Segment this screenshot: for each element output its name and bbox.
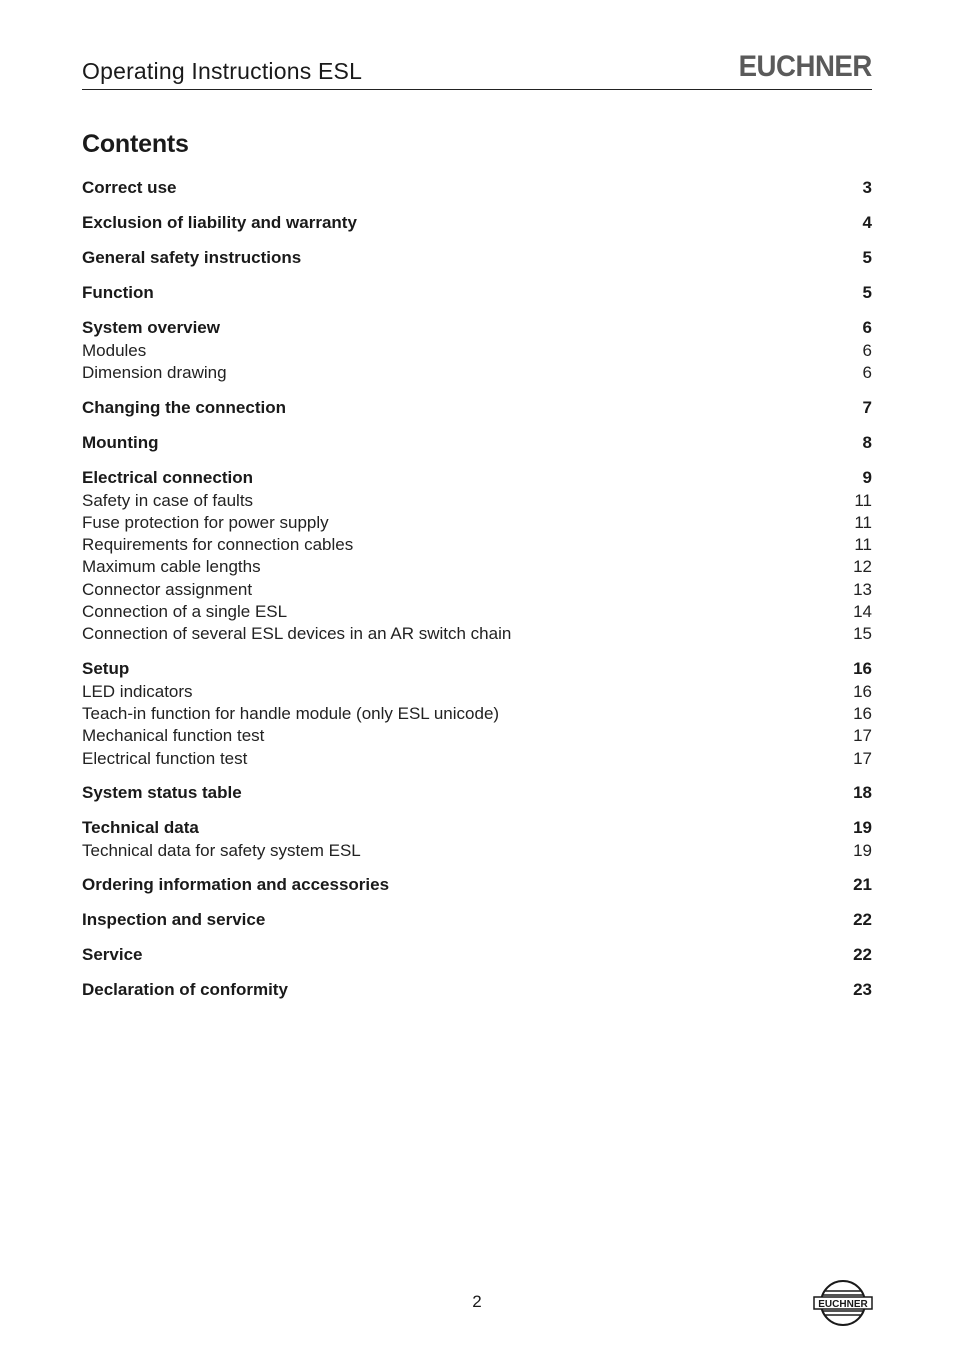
toc-entry-title: Technical data [82,817,199,837]
toc-entry[interactable] [82,176,872,200]
toc-entry-page: 6 [862,318,872,337]
toc-subentry[interactable] [82,623,872,645]
toc-entry-title: Electrical connection [82,467,253,487]
toc-entry-title: Ordering information and accessories [82,875,390,895]
toc-subentry-page: 16 [853,703,872,723]
toc-subentry[interactable] [82,725,872,747]
toc-entry-page: 7 [862,397,872,417]
toc-entry-page: 5 [862,283,872,302]
toc-subentry-page: 17 [853,748,872,768]
toc-subentry[interactable] [82,681,872,703]
toc-subentry-title: Connection of several ESL devices in an AR switch chain [82,624,512,644]
toc-subentry-title: Electrical function test [82,748,248,768]
toc-entry[interactable] [82,281,872,305]
toc-section [82,657,872,770]
toc-section [82,781,872,805]
toc-entry[interactable] [82,873,872,897]
footer-logo-text: EUCHNER [818,1299,868,1310]
toc-entry-page: 4 [862,213,872,232]
toc-entry-page: 3 [862,178,872,197]
toc-subentry[interactable] [82,534,872,556]
toc-entry[interactable] [82,396,872,420]
toc-subentry-title: Mechanical function test [82,726,265,746]
toc-subentry[interactable] [82,512,872,534]
toc-entry[interactable] [82,908,872,932]
toc-section [82,211,872,235]
toc-entry-title: Function [82,283,154,302]
toc-section [82,396,872,420]
toc-entry[interactable] [82,657,872,681]
contents-heading: Contents [82,130,189,158]
toc-entry-title: Correct use [82,178,177,197]
toc-subentry-page: 12 [853,557,872,577]
toc-subentry-title: Connection of a single ESL [82,602,288,622]
toc-entry-title: Changing the connection [82,397,286,417]
toc-subentry-page: 16 [853,681,872,701]
toc-entry-page: 8 [862,432,872,452]
toc-entry-title: Inspection and service [82,910,266,930]
toc-section [82,246,872,270]
toc-entry-title: Mounting [82,432,159,452]
euchner-seal-icon [812,1278,874,1328]
toc-entry-page: 22 [853,945,872,965]
toc-entry[interactable] [82,466,872,490]
toc-subentry-title: Technical data for safety system ESL [82,840,361,860]
toc-entry-title: Service [82,945,143,965]
toc-subentry[interactable] [82,748,872,770]
toc-subentry-page: 11 [854,490,872,510]
toc-subentry-title: Dimension drawing [82,363,227,383]
toc-section [82,943,872,967]
toc-subentry-title: Teach-in function for handle module (only ESL unicode) [82,703,500,723]
page-header [82,50,872,90]
toc-entry-title: System status table [82,782,242,802]
toc-section [82,816,872,862]
toc-entry-title: System overview [82,318,220,337]
toc-entry-title: General safety instructions [82,248,302,267]
toc-subentry-page: 17 [853,726,872,746]
toc-entry[interactable] [82,211,872,235]
euchner-logo: EUCHNER [738,50,872,83]
toc-entry-page: 23 [853,980,872,1000]
toc-subentry[interactable] [82,703,872,725]
toc-entry[interactable] [82,781,872,805]
toc-entry[interactable] [82,816,872,840]
toc-subentry-page: 14 [853,602,872,622]
toc-subentry[interactable] [82,579,872,601]
toc-entry-page: 16 [853,658,872,678]
toc-entry-title: Declaration of conformity [82,980,288,1000]
toc-entry-title: Setup [82,658,130,678]
toc-entry-page: 19 [853,817,872,837]
toc-entry-page: 21 [853,875,872,895]
toc-subentry[interactable] [82,340,872,362]
toc-entry-page: 5 [862,248,872,267]
toc-subentry[interactable] [82,556,872,578]
toc-entry-page: 22 [853,910,872,930]
toc-section [82,316,872,385]
toc-entry-title: Exclusion of liability and warranty [82,213,357,232]
toc-subentry-title: Maximum cable lengths [82,557,261,577]
toc-subentry-page: 19 [853,840,872,860]
toc-subentry-title: Modules [82,341,147,360]
page-number: 2 [472,1292,482,1311]
toc-entry[interactable] [82,316,872,340]
toc-subentry[interactable] [82,601,872,623]
document-title: Operating Instructions ESL [82,58,363,84]
toc-entry[interactable] [82,246,872,270]
toc-entry[interactable] [82,431,872,455]
toc-subentry-page: 6 [862,363,872,383]
toc-subentry-title: Safety in case of faults [82,490,254,510]
toc-subentry-page: 11 [854,512,872,532]
toc-subentry-title: Fuse protection for power supply [82,512,329,532]
toc-subentry-page: 6 [862,341,872,360]
toc-subentry-title: LED indicators [82,681,193,701]
toc-section [82,908,872,932]
toc-subentry-page: 11 [854,535,872,555]
table-of-contents [82,176,872,1013]
toc-section [82,978,872,1002]
toc-section [82,176,872,200]
toc-entry-page: 18 [853,782,872,802]
toc-subentry-page: 13 [853,579,872,599]
toc-section [82,873,872,897]
toc-section [82,466,872,646]
toc-entry-page: 9 [862,467,872,487]
toc-subentry-title: Connector assignment [82,579,253,599]
toc-section [82,431,872,455]
toc-entry[interactable] [82,943,872,967]
toc-subentry[interactable] [82,490,872,512]
toc-section [82,281,872,305]
toc-subentry-title: Requirements for connection cables [82,535,354,555]
toc-subentry[interactable] [82,840,872,862]
toc-entry[interactable] [82,978,872,1002]
toc-subentry[interactable] [82,362,872,384]
toc-subentry-page: 15 [853,624,872,644]
